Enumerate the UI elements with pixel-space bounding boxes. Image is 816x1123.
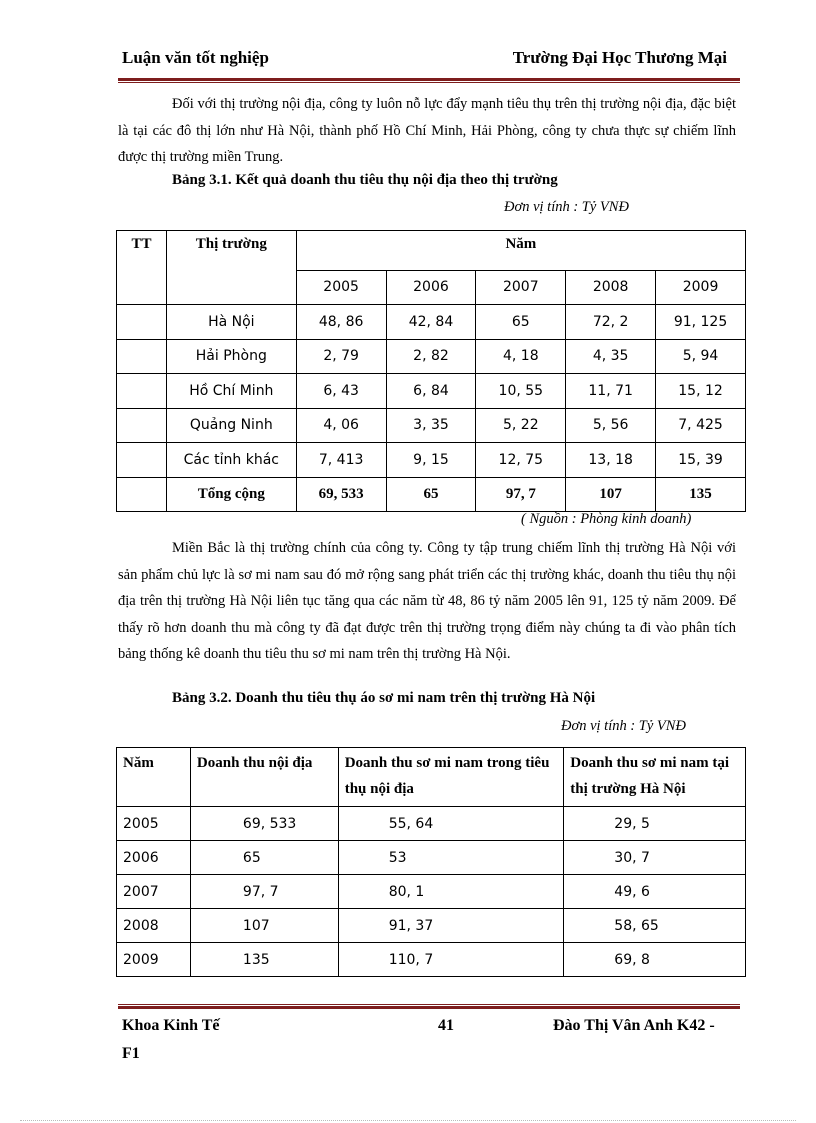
value-cell: 6, 43	[296, 374, 386, 409]
value-cell: 4, 18	[476, 339, 566, 374]
value-cell: 5, 22	[476, 408, 566, 443]
value-cell: 97, 7	[190, 875, 338, 909]
table-row	[117, 909, 746, 943]
market-cell: Các tỉnh khác	[166, 443, 296, 478]
market-cell: Hồ Chí Minh	[166, 374, 296, 409]
total-cell: 107	[566, 477, 656, 512]
table1-caption: Bảng 3.1. Kết quả doanh thu tiêu thụ nội địa theo thị trường	[172, 172, 558, 188]
header-right: Trường Đại Học Thương Mại	[512, 48, 727, 67]
value-cell: 53	[338, 841, 564, 875]
table-row	[117, 807, 746, 841]
value-cell: 69, 533	[190, 807, 338, 841]
value-cell: 91, 37	[338, 909, 564, 943]
value-cell: 4, 06	[296, 408, 386, 443]
total-cell: 97, 7	[476, 477, 566, 512]
col-shirt-hanoi-header: Doanh thu sơ mi nam tại thị trường Hà Nội	[564, 748, 746, 807]
intro-paragraph: Đối với thị trường nội địa, công ty luôn nỗ lực đẩy mạnh tiêu thụ trên thị trường nội địa, đặc biệt là tại các đô thị lớn như Hà Nội, thành phố Hồ Chí Minh, Hải Phòng, công ty chưa thực sự chiếm lĩnh được thị trường miền Trung.	[118, 96, 736, 165]
value-cell: 72, 2	[566, 305, 656, 340]
col-domestic-header: Doanh thu nội địa	[190, 748, 338, 807]
total-cell: 69, 533	[296, 477, 386, 512]
col-tt-header: TT	[117, 231, 167, 305]
value-cell: 49, 6	[564, 875, 746, 909]
value-cell: 2, 82	[386, 339, 476, 374]
header-rule	[118, 78, 740, 83]
col-shirt-domestic-header: Doanh thu sơ mi nam trong tiêu thụ nội địa	[338, 748, 564, 807]
value-cell: 58, 65	[564, 909, 746, 943]
footer-continuation: F1	[122, 1045, 140, 1062]
table-row	[117, 374, 746, 409]
value-cell: 6, 84	[386, 374, 476, 409]
value-cell: 5, 56	[566, 408, 656, 443]
value-cell: 65	[476, 305, 566, 340]
table-hanoi-shirt-revenue	[116, 747, 746, 977]
market-cell: Quảng Ninh	[166, 408, 296, 443]
value-cell: 65	[190, 841, 338, 875]
value-cell: 107	[190, 909, 338, 943]
table2-caption: Bảng 3.2. Doanh thu tiêu thụ áo sơ mi nam trên thị trường Hà Nội	[172, 690, 596, 706]
value-cell: 29, 5	[564, 807, 746, 841]
value-cell: 9, 15	[386, 443, 476, 478]
table1-unit: Đơn vị tính : Tỷ VNĐ	[504, 199, 629, 215]
year-cell: 2006	[117, 841, 191, 875]
total-row	[117, 477, 746, 512]
col-year-header: Năm	[296, 231, 745, 271]
market-cell: Hà Nội	[166, 305, 296, 340]
year-cell: 2009	[117, 943, 191, 977]
col-market-header: Thị trường	[166, 231, 296, 305]
year-cell: 2005	[117, 807, 191, 841]
table1-source: ( Nguồn : Phòng kinh doanh)	[521, 511, 692, 527]
page-number: 41	[438, 1017, 454, 1034]
body-paragraph: Miền Bắc là thị trường chính của công ty. Công ty tập trung chiếm lĩnh thị trường Hà Nội với sản phẩm chủ lực là sơ mi nam sau đó mở rộng sang phát triển các thị trường khác, doanh thu tiêu thụ nội địa trên thị trường Hà Nội liên tục tăng qua các năm từ 48, 86 tỷ năm 2005 lên 91, 125 tỷ năm 2009. Để thấy rõ hơn doanh thu mà công ty đã đạt được trên thị trường trọng điểm này chúng ta đi vào phân tích bảng thống kê doanh thu tiêu thu sơ mi nam trên thị trường Hà Nội.	[118, 540, 736, 662]
value-cell: 48, 86	[296, 305, 386, 340]
table-row	[117, 943, 746, 977]
market-cell: Hải Phòng	[166, 339, 296, 374]
table-row	[117, 875, 746, 909]
value-cell: 3, 35	[386, 408, 476, 443]
table-row	[117, 408, 746, 443]
footer-rule	[118, 1004, 740, 1009]
value-cell: 42, 84	[386, 305, 476, 340]
table2-unit: Đơn vị tính : Tỷ VNĐ	[561, 718, 686, 734]
year-cell: 2008	[566, 270, 656, 305]
year-cell: 2008	[117, 909, 191, 943]
value-cell: 7, 425	[656, 408, 746, 443]
page-header	[122, 48, 727, 72]
value-cell: 110, 7	[338, 943, 564, 977]
value-cell: 55, 64	[338, 807, 564, 841]
table-row	[117, 339, 746, 374]
year-cell: 2005	[296, 270, 386, 305]
value-cell: 5, 94	[656, 339, 746, 374]
total-cell: 135	[656, 477, 746, 512]
header-left: Luận văn tốt nghiệp	[122, 48, 269, 67]
value-cell: 80, 1	[338, 875, 564, 909]
value-cell: 91, 125	[656, 305, 746, 340]
value-cell: 2, 79	[296, 339, 386, 374]
value-cell: 15, 39	[656, 443, 746, 478]
value-cell: 7, 413	[296, 443, 386, 478]
value-cell: 69, 8	[564, 943, 746, 977]
year-cell: 2009	[656, 270, 746, 305]
year-cell: 2007	[476, 270, 566, 305]
value-cell: 12, 75	[476, 443, 566, 478]
value-cell: 30, 7	[564, 841, 746, 875]
col-year-header: Năm	[117, 748, 191, 807]
value-cell: 10, 55	[476, 374, 566, 409]
total-label: Tổng cộng	[166, 477, 296, 512]
value-cell: 15, 12	[656, 374, 746, 409]
footer-right: Đào Thị Vân Anh K42 -	[553, 1017, 715, 1034]
total-cell: 65	[386, 477, 476, 512]
page-edge-divider	[20, 1120, 796, 1121]
footer-left: Khoa Kinh Tế	[122, 1017, 220, 1034]
table-row	[117, 443, 746, 478]
value-cell: 11, 71	[566, 374, 656, 409]
table-row	[117, 305, 746, 340]
value-cell: 135	[190, 943, 338, 977]
year-cell: 2006	[386, 270, 476, 305]
table-row	[117, 841, 746, 875]
table-market-revenue	[116, 230, 746, 512]
value-cell: 13, 18	[566, 443, 656, 478]
value-cell: 4, 35	[566, 339, 656, 374]
year-cell: 2007	[117, 875, 191, 909]
